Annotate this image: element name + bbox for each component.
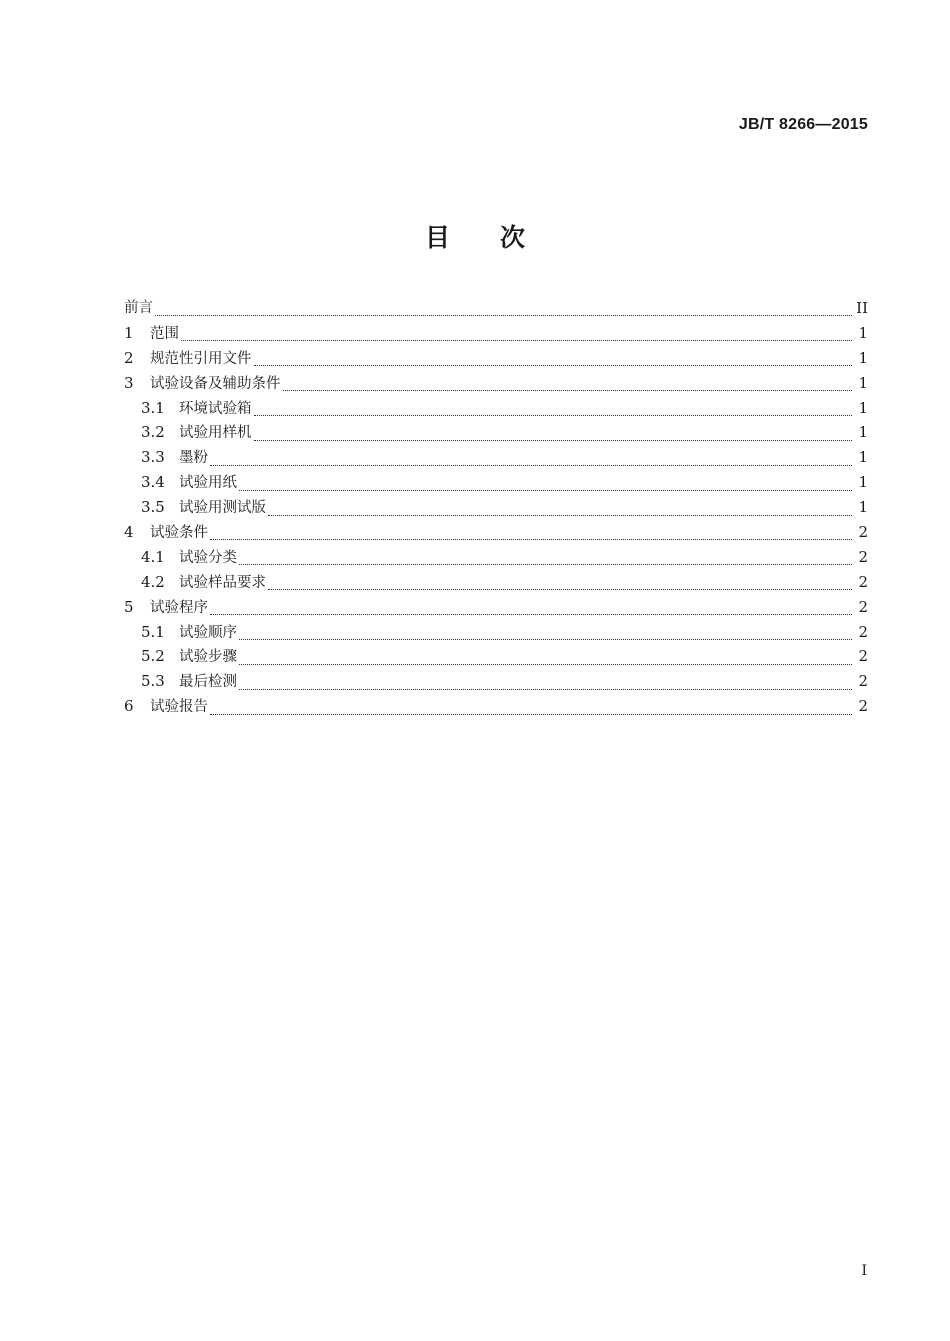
toc-entry-number: 3 [124,373,134,392]
toc-entry-title: 试验报告 [150,699,208,716]
toc-entry[interactable] [124,495,868,520]
toc-entry-title: 试验顺序 [179,624,237,641]
toc-entry-number: 6 [124,697,134,716]
toc-entry-number: 5.2 [141,647,165,666]
toc-entry-page: 2 [858,523,868,542]
page-number: I [861,1263,867,1279]
toc-entry-page: 2 [858,547,868,566]
toc-entry-title: 试验程序 [150,599,208,616]
toc-entry-title: 范围 [150,325,179,342]
toc-entry-number: 5.1 [141,622,165,641]
page-title [0,218,950,254]
toc-leader-dots [268,515,852,516]
toc-entry[interactable] [124,321,868,346]
toc-leader-dots [239,490,852,491]
toc-entry-page: 1 [858,498,868,517]
toc-entry-page: II [856,299,868,317]
toc-entry-number: 5.3 [141,672,165,691]
toc-entry-number: 3.3 [141,448,165,467]
toc-entry-title: 试验分类 [179,549,237,566]
toc-entry[interactable] [124,545,868,570]
toc-entry[interactable] [124,595,868,620]
toc-entry-number: 4 [124,523,134,542]
toc-entry-title: 试验步骤 [179,649,237,666]
toc-entry-number: 4.1 [141,547,165,566]
toc-entry-page: 2 [858,672,868,691]
toc-entry-number: 1 [124,323,134,342]
toc-entry[interactable] [124,420,868,445]
toc-entry-title: 试验条件 [150,525,208,542]
toc-entry-title: 最后检测 [179,674,237,691]
toc-leader-dots [283,390,853,391]
toc-leader-dots [210,465,852,466]
toc-entry[interactable] [124,396,868,421]
toc-entry[interactable] [124,570,868,595]
toc-entry-number: 4.2 [141,572,165,591]
toc-leader-dots [181,340,852,341]
toc-leader-dots [239,664,852,665]
toc-entry[interactable] [124,620,868,645]
toc-entry-title: 试验样品要求 [179,574,266,591]
toc-entry-number: 3.5 [141,498,165,517]
toc-entry[interactable] [124,669,868,694]
toc-entry-page: 1 [858,448,868,467]
toc-entry-page: 2 [858,572,868,591]
toc-entry-title: 前言 [124,300,153,316]
toc-entry[interactable] [124,445,868,470]
standard-code: JB/T 8266—2015 [738,116,868,133]
toc-leader-dots [210,714,852,715]
table-of-contents [124,296,868,719]
toc-leader-dots [155,315,852,316]
toc-entry-title: 试验用测试版 [179,500,266,517]
toc-entry-number: 2 [124,348,134,367]
toc-entry-page: 2 [858,647,868,666]
toc-entry-title: 试验用纸 [179,475,237,492]
title-char-left: 目 [424,223,450,252]
toc-entry-page: 2 [858,597,868,616]
toc-entry[interactable] [124,470,868,495]
toc-entry-title: 试验设备及辅助条件 [150,375,281,392]
toc-entry-title: 墨粉 [179,450,208,467]
toc-entry-number: 5 [124,597,134,616]
toc-entry[interactable] [124,346,868,371]
toc-entry-title: 试验用样机 [179,425,252,442]
toc-entry[interactable] [124,296,868,321]
toc-entry-page: 1 [858,373,868,392]
toc-entry-page: 2 [858,697,868,716]
toc-entry-number: 3.1 [141,398,165,417]
toc-entry-page: 1 [858,423,868,442]
toc-entry-page: 1 [858,323,868,342]
toc-entry-title: 规范性引用文件 [150,350,252,367]
toc-entry-page: 1 [858,473,868,492]
toc-entry-page: 2 [858,622,868,641]
toc-leader-dots [239,639,852,640]
toc-leader-dots [268,589,852,590]
toc-leader-dots [239,689,852,690]
toc-leader-dots [254,415,853,416]
toc-leader-dots [239,564,852,565]
toc-entry[interactable] [124,644,868,669]
toc-entry-number: 3.2 [141,423,165,442]
toc-leader-dots [254,440,853,441]
toc-entry[interactable] [124,371,868,396]
toc-leader-dots [210,614,852,615]
toc-entry-page: 1 [858,348,868,367]
toc-entry-page: 1 [858,398,868,417]
toc-entry[interactable] [124,520,868,545]
toc-entry-number: 3.4 [141,473,165,492]
toc-leader-dots [254,365,853,366]
toc-entry[interactable] [124,694,868,719]
toc-leader-dots [210,539,852,540]
title-char-right: 次 [500,223,526,252]
toc-entry-title: 环境试验箱 [179,400,252,417]
